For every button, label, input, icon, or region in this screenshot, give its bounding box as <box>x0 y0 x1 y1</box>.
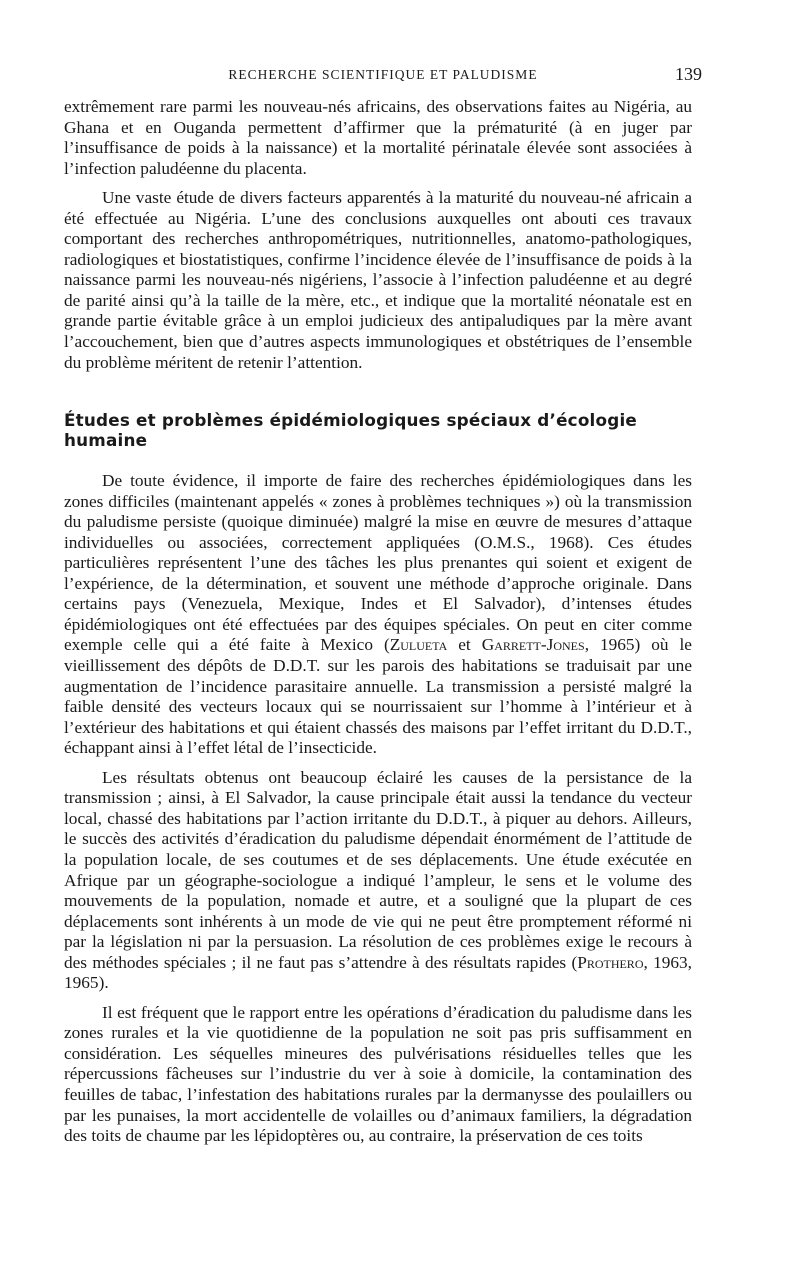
section-heading: Études et problèmes épidémiologiques spéciaux d’écologie humaine <box>64 410 637 451</box>
paragraph-rural-life: Il est fréquent que le rapport entre les opérations d’éradication du paludisme dans les zones rurales et la vie quotidienne de la population ne soit pas pris suffisamment en considération. Les séquelles mineures des pulvérisations résiduelles telles que les répercussions fâcheuses sur l’industrie du ver à soie à domicile, la contamination des feuilles de tabac, l’infestation des habitations rurales par la dermanysse des poulaillers ou par les punaises, la mort accidentelle de volailles ou d’animaux familiers, la dégradation des toits de chaume par les lépidoptères ou, au contraire, la préservation de ces toits <box>64 1002 692 1146</box>
paragraph-nigeria-study: Une vaste étude de divers facteurs apparentés à la maturité du nouveau-né africain a été effectuée au Nigéria. L’une des conclusions auxquelles ont abouti ces travaux comportant des recherches anthropométriques, nutritionnelles, anatomo-pathologiques, radiologiques et biostatistiques, confirme l’incidence élevée de l’insuffisance de poids à la naissance parmi les nouveau-nés nigériens, l’associe à l’infection paludéenne et au degré de parité ainsi qu’à la taille de la mère, etc., et indique que la mortalité néonatale est en grande partie évitable grâce à un emploi judicieux des antipaludiques par la mère avant l’accouchement, bien que d’autres aspects immunologiques et obstétriques de l’ensemble du problème méritent de retenir l’attention. <box>64 188 692 372</box>
page-body <box>64 97 692 1147</box>
paragraph-text: , 1965) où le vieillissement des dépôts de D.D.T. sur les parois des habitations se traduisait par une augmentation de l’incidence parasitaire annuelle. La transmission a persisté malgré la faible densité des vecteurs locaux qui se nourrissaient sur l’homme à l’intérieur et à l’extérieur des habitations et qui étaient chassés des maisons par l’effet irritant du D.D.T., échappant ainsi à l’effet létal de l’insecticide. <box>64 635 692 758</box>
page-number: 139 <box>675 64 702 84</box>
paragraph-epidemiological-studies <box>64 471 692 759</box>
citation-author: Prothero <box>577 952 644 972</box>
paragraph-text: De toute évidence, il importe de faire des recherches épidémiologiques dans les zones difficiles (maintenant appelés « zones à problèmes techniques ») où la transmission du paludisme persiste (quoique diminuée) malgré la mise en œuvre de mesures d’attaque individuelles ou associées, correctement appliquées (O.M.S., 1968). Ces études particulières représentent l’une des tâches les plus prenantes qui soient et exigent de l’expérience, de la détermination, et souvent une méthode d’approche originale. Dans certains pays (Venezuela, Mexique, Indes et El Salvador), d’intenses études épidémiologiques ont été effectuées par des équipes spéciales. On peut en citer comme exemple celle qui a été faite à Mexico ( <box>64 471 692 655</box>
running-header <box>64 64 702 88</box>
paragraph-results <box>64 768 692 994</box>
paragraph-continuation: extrêmement rare parmi les nouveau-nés africains, des observations faites au Nigéria, au Ghana et en Ouganda permettent d’affirmer que la prématurité (à en juger par l’insuffisance de poids à la naissance) et la mortalité périnatale élevée sont associées à l’infection paludéenne du placenta. <box>64 97 692 178</box>
citation-author: Zulueta <box>389 635 448 655</box>
paragraph-text: Les résultats obtenus ont beaucoup éclairé les causes de la persistance de la transmission ; ainsi, à El Salvador, la cause principale était aussi la tendance du vecteur local, chassé des habitations par l’action irritante du D.D.T., à piquer au dehors. Ailleurs, le succès des activités d’éradication du paludisme dépendait énormément de l’attitude de la population locale, de ses coutumes et de ses déplacements. Une étude exécutée en Afrique par un géographe-sociologue a indiqué l’ampleur, le sens et le volume des mouvements de la population, nomade et autre, et a souligné que la plupart de ces déplacements sont inhérents à un mode de vie qui ne peut être promptement réformé ni par la législation ni par la persuasion. La résolution de ces problèmes exige le recours à des méthodes spéciales ; il ne faut pas s’attendre à des résultats rapides ( <box>64 767 692 972</box>
paragraph-text: et <box>447 635 482 655</box>
citation-author: Garrett-Jones <box>481 635 585 655</box>
running-title: RECHERCHE SCIENTIFIQUE ET PALUDISME <box>228 67 538 82</box>
paragraph-text: , 1963, 1965). <box>64 952 692 993</box>
